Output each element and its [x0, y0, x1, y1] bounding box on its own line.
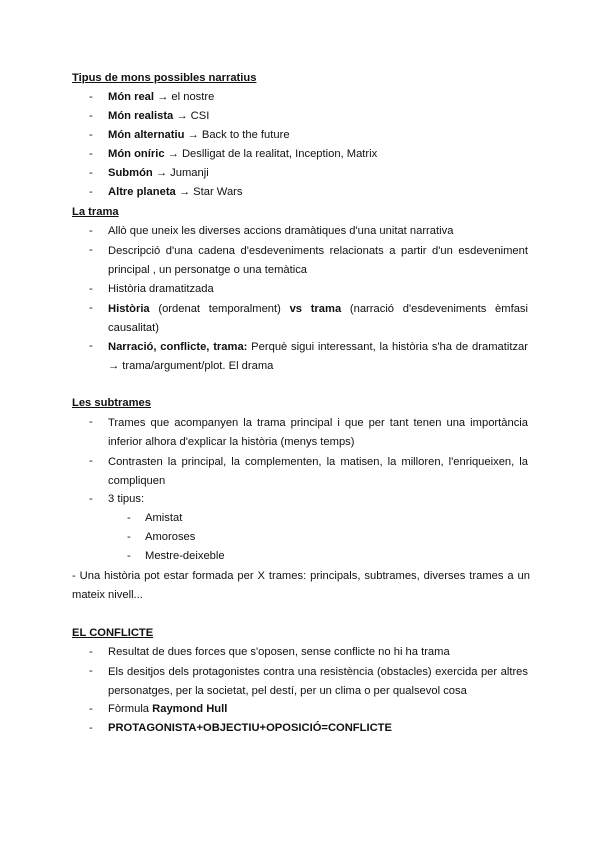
- list-dash: -: [127, 512, 131, 524]
- list-item-text: Resultat de dues forces que s'oposen, sense conflicte no hi ha trama: [108, 646, 450, 658]
- list-item-text: PROTAGONISTA+OBJECTIU+OPOSICIÓ=CONFLICTE: [108, 722, 392, 734]
- list-dash: -: [89, 110, 93, 122]
- list-item-text: Submón → Jumanji: [108, 167, 209, 179]
- section-heading-subplots: Les subtrames: [72, 397, 151, 409]
- list-dash: -: [89, 129, 93, 141]
- list-dash: -: [127, 550, 131, 562]
- list-item-text: Descripció d'una cadena d'esdeveniments relacionats a partir d'un esdeveniment principal , un personatge o una temàtica: [108, 245, 528, 276]
- list-dash: -: [89, 186, 93, 198]
- list-item-text: Món real → el nostre: [108, 91, 215, 103]
- list-dash: -: [89, 244, 93, 256]
- section-heading-worlds: Tipus de mons possibles narratius: [72, 72, 257, 84]
- list-dash: -: [127, 531, 131, 543]
- list-item-text: Amoroses: [145, 531, 196, 543]
- list-dash: -: [89, 416, 93, 428]
- section-heading-conflict: EL CONFLICTE: [72, 627, 154, 639]
- section-heading-plot: La trama: [72, 206, 119, 218]
- list-item-text: Món alternatiu → Back to the future: [108, 129, 290, 141]
- list-dash: -: [89, 493, 93, 505]
- list-dash: -: [89, 665, 93, 677]
- list-item-text: Trames que acompanyen la trama principal i que per tant tenen una importància inferior alhora d'explicar la història (menys temps): [108, 417, 528, 448]
- list-item-text: Narració, conflicte, trama: Perquè sigui interessant, la història s'ha de dramatitzar → trama/argument/plot. El drama: [108, 341, 528, 372]
- list-item-text: Contrasten la principal, la complementen, la matisen, la milloren, l'enriqueixen, la compliquen: [108, 456, 528, 487]
- list-item-text: Mestre-deixeble: [145, 550, 225, 562]
- list-item-text: 3 tipus:: [108, 493, 145, 505]
- list-item-text: Amistat: [145, 512, 183, 524]
- list-dash: -: [89, 340, 93, 352]
- list-dash: -: [89, 455, 93, 467]
- list-dash: -: [89, 225, 93, 237]
- list-item-text: Món realista → CSI: [108, 110, 210, 122]
- list-dash: -: [89, 167, 93, 179]
- list-item-text: Allò que uneix les diverses accions dramàtiques d'una unitat narrativa: [108, 225, 454, 237]
- list-dash: -: [89, 302, 93, 314]
- list-dash: -: [89, 283, 93, 295]
- list-item-text: Altre planeta → Star Wars: [108, 186, 243, 198]
- list-item-text: Fòrmula Raymond Hull: [108, 703, 228, 715]
- list-item-text: Història (ordenat temporalment) vs trama (narració d'esdeveniments èmfasi causalitat): [108, 303, 528, 334]
- list-dash: -: [89, 646, 93, 658]
- list-item-text: Món oníric → Deslligat de la realitat, Inception, Matrix: [108, 148, 378, 160]
- list-item-text: Els desitjos dels protagonistes contra una resistència (obstacles) exercida per altres personatges, per la societat, pel destí, per un clima o per qualsevol cosa: [108, 666, 528, 697]
- list-dash: -: [89, 91, 93, 103]
- list-dash: -: [89, 703, 93, 715]
- subplots-note: - Una història pot estar formada per X trames: principals, subtrames, diverses trames a un mateix nivell...: [72, 570, 530, 601]
- list-item-text: Història dramatitzada: [108, 283, 214, 295]
- list-dash: -: [89, 722, 93, 734]
- list-dash: -: [89, 148, 93, 160]
